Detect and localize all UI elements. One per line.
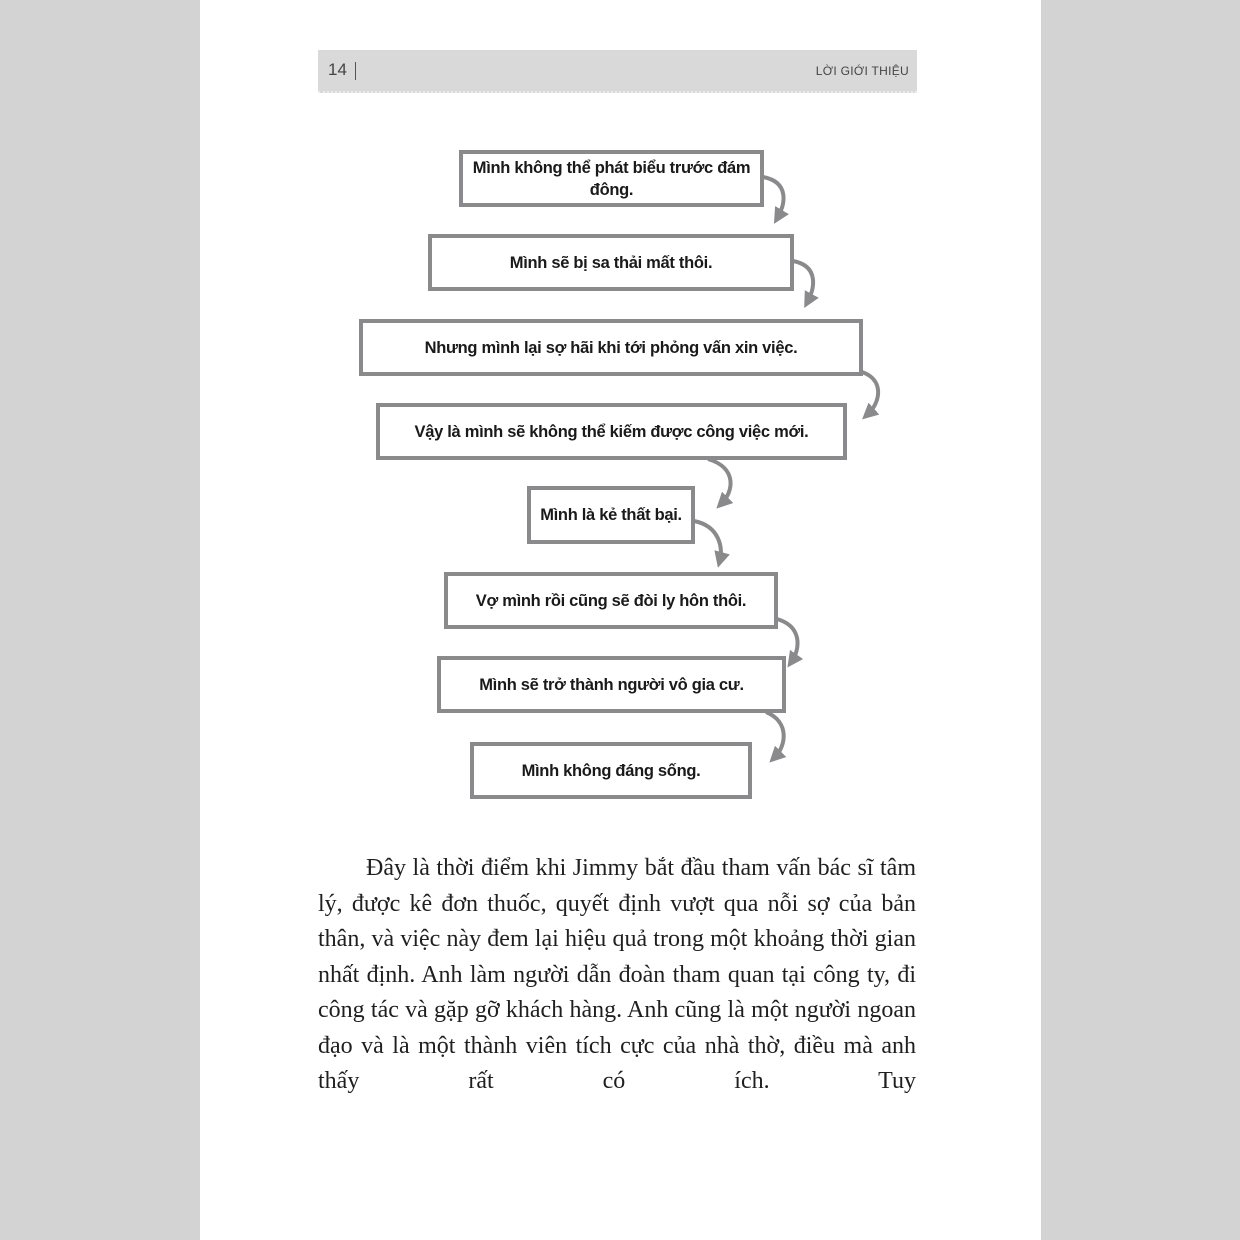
- thought-step-4: Vậy là mình sẽ không thể kiếm được công việc mới.: [376, 403, 847, 460]
- page-number: 14: [328, 60, 347, 79]
- thought-step-2: Mình sẽ bị sa thải mất thôi.: [428, 234, 794, 291]
- arrow-4-icon: [708, 459, 731, 503]
- section-title: LỜI GIỚI THIỆU: [815, 64, 909, 78]
- arrow-1-icon: [763, 177, 784, 217]
- thought-step-8: Mình không đáng sống.: [470, 742, 752, 799]
- thought-step-7: Mình sẽ trở thành người vô gia cư.: [437, 656, 786, 713]
- thought-step-1: Mình không thể phát biểu trước đám đông.: [459, 150, 764, 207]
- arrow-7-icon: [766, 712, 784, 757]
- body-paragraph: [318, 851, 916, 1100]
- arrow-3-icon: [862, 372, 878, 414]
- thought-step-5: Mình là kẻ thất bại.: [527, 486, 695, 544]
- arrow-5-icon: [694, 521, 721, 560]
- thought-step-6: Vợ mình rồi cũng sẽ đòi ly hôn thôi.: [444, 572, 778, 629]
- arrow-6-icon: [777, 619, 798, 661]
- thought-step-3: Nhưng mình lại sợ hãi khi tới phỏng vấn xin việc.: [359, 319, 863, 376]
- body-paragraph-text: Đây là thời điểm khi Jimmy bắt đầu tham vấn bác sĩ tâm lý, được kê đơn thuốc, quyết định vượt qua nỗi sợ của bản thân, và việc này đem lại hiệu quả trong một khoảng thời gian nhất định. Anh làm người dẫn đoàn tham quan tại công ty, đi công tác và gặp gỡ khách hàng. Anh cũng là một người ngoan đạo và là một thành viên tích cực của nhà thờ, điều mà anh thấy rất có ích. Tuy: [318, 855, 916, 1094]
- arrow-2-icon: [793, 261, 813, 301]
